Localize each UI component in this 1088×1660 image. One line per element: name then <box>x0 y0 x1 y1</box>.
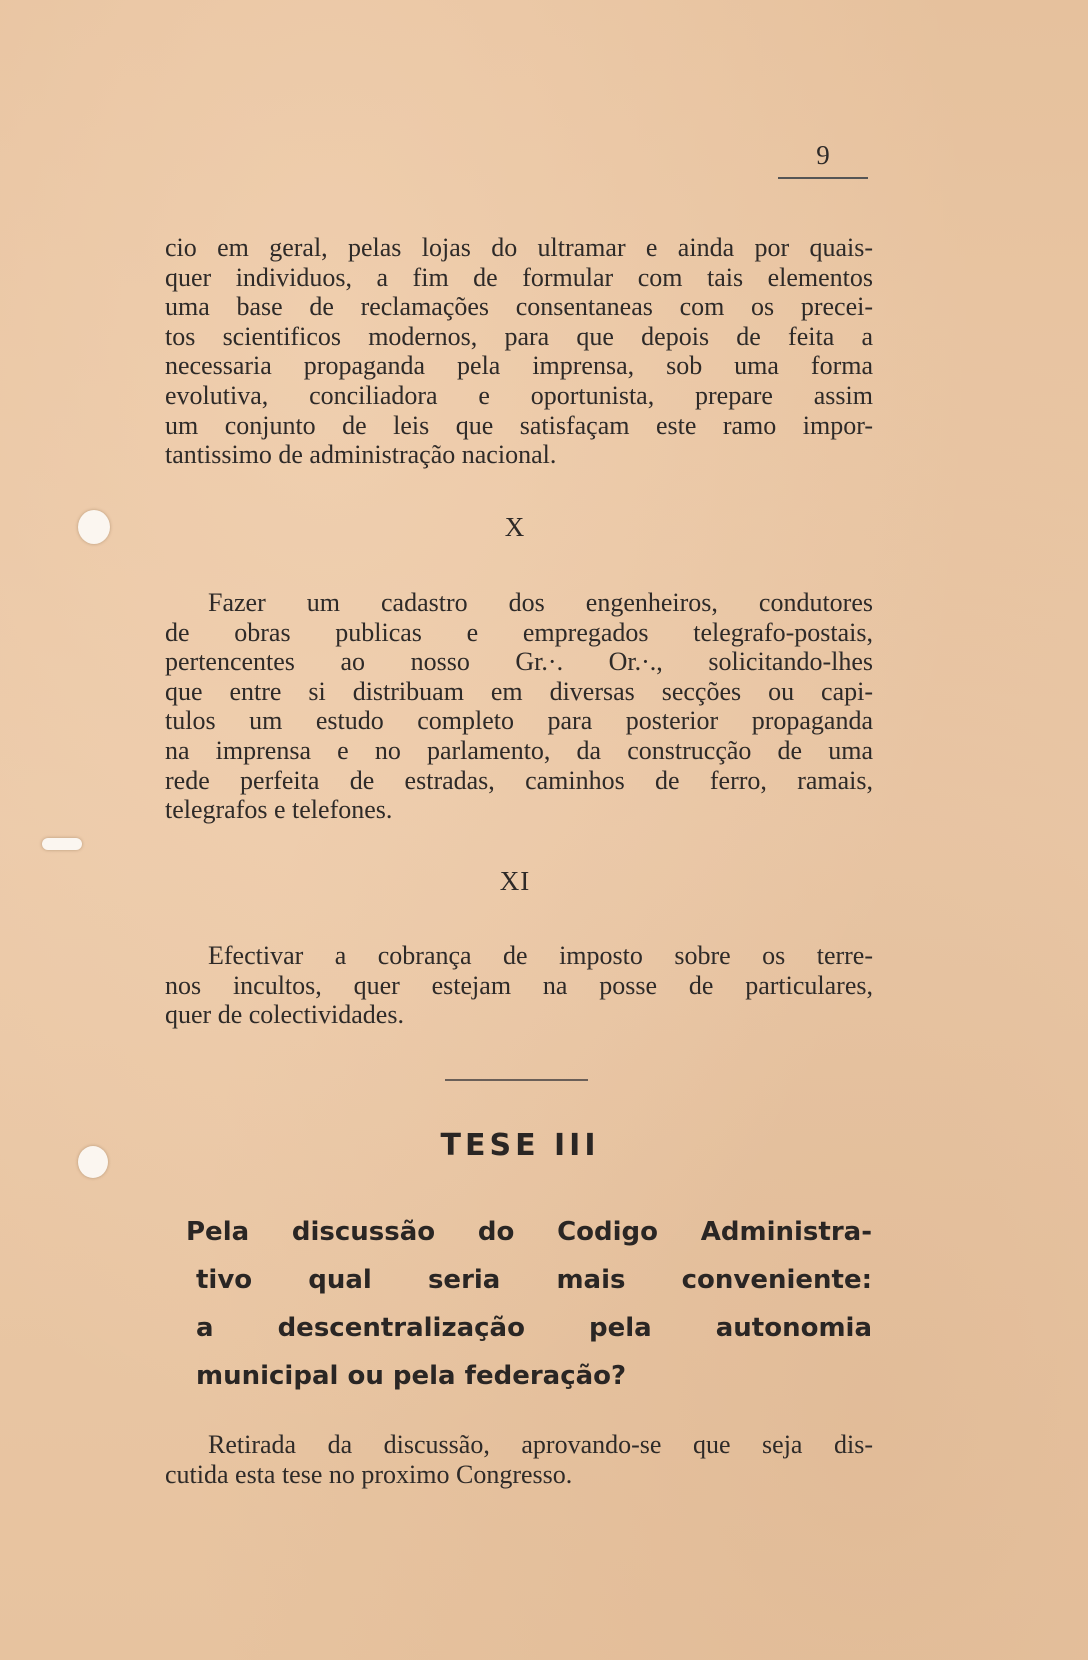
section-divider <box>445 1079 588 1081</box>
paragraph-line: necessaria propaganda pela imprensa, sob uma forma <box>165 351 873 381</box>
question-line: tivo qual seria mais conveniente: <box>196 1265 872 1295</box>
thesis-resolution <box>165 1430 873 1489</box>
thesis-question <box>186 1208 872 1400</box>
question-line: a descentralização pela autonomia <box>196 1313 872 1343</box>
thesis-title: TESE III <box>440 1128 600 1163</box>
paragraph-line: um conjunto de leis que satisfaçam este ramo impor- <box>165 410 873 440</box>
paragraph-line: quer individuos, a fim de formular com tais elementos <box>165 262 873 292</box>
section-x-paragraph <box>165 588 873 825</box>
paragraph-line: evolutiva, conciliadora e oportunista, prepare assim <box>165 380 873 410</box>
binding-hole-bottom <box>78 1146 108 1178</box>
paragraph-line: de obras publicas e empregados telegrafo-postais, <box>165 617 873 647</box>
paragraph-line: tos scientificos modernos, para que depois de feita a <box>165 321 873 351</box>
paragraph-line: rede perfeita de estradas, caminhos de ferro, ramais, <box>165 765 873 795</box>
question-line: municipal ou pela federação? <box>196 1361 627 1391</box>
paragraph-line: Efectivar a cobrança de imposto sobre os terre- <box>208 941 873 970</box>
paragraph-line: cio em geral, pelas lojas do ultramar e ainda por quais- <box>165 233 873 262</box>
paragraph-line: quer de colectividades. <box>165 1000 404 1030</box>
binding-hole-top <box>78 510 110 544</box>
paragraph-line: nos incultos, quer estejam na posse de particulares, <box>165 970 873 1000</box>
paragraph-line: telegrafos e telefones. <box>165 795 393 825</box>
paragraph-line: que entre si distribuam em diversas secções ou capi- <box>165 676 873 706</box>
paragraph-line: cutida esta tese no proximo Congresso. <box>165 1459 573 1489</box>
continuation-paragraph <box>165 233 873 470</box>
section-xi-paragraph <box>165 941 873 1030</box>
paragraph-line: Retirada da discussão, aprovando-se que seja dis- <box>208 1430 873 1459</box>
page-number: 9 <box>816 140 830 170</box>
paragraph-line: tantissimo de administração nacional. <box>165 440 557 470</box>
section-heading-xi: XI <box>499 866 531 896</box>
paragraph-line: pertencentes ao nosso Gr.·. Or.·., solicitando-lhes <box>165 647 873 677</box>
binding-hole-middle <box>42 838 82 850</box>
paragraph-line: na imprensa e no parlamento, da construcção de uma <box>165 735 873 765</box>
page-number-rule <box>778 177 868 179</box>
paragraph-line: uma base de reclamações consentaneas com os precei- <box>165 292 873 322</box>
paragraph-line: tulos um estudo completo para posterior propaganda <box>165 706 873 736</box>
paragraph-line: Fazer um cadastro dos engenheiros, condutores <box>208 588 873 617</box>
question-line: Pela discussão do Codigo Administra- <box>186 1217 872 1247</box>
section-heading-x: X <box>504 512 526 542</box>
